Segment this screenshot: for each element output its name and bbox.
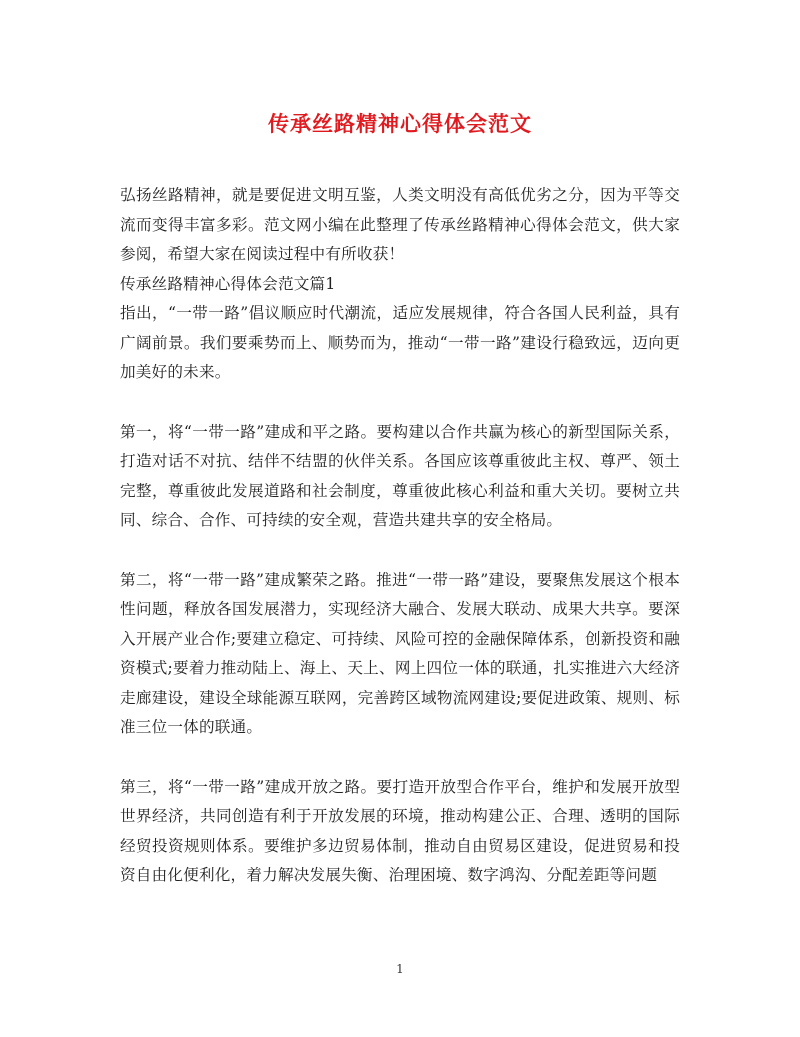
- paragraph-4: 第三，将“一带一路”建成开放之路。要打造开放型合作平台，维护和发展开放型世界经济，共同创造有利于开放发展的环境，推动构建公正、合理、透明的国际经贸投资规则体系。要维护多边贸易体制，推动自由贸易区建设，促进贸易和投资自由化便利化，着力解决发展失衡、治理困境、数字鸿沟、分配差距等问题: [120, 777, 680, 884]
- paragraph-1: 指出，“一带一路”倡议顺应时代潮流，适应发展规律，符合各国人民利益，具有广阔前景。我们要乘势而上、顺势而为，推动“一带一路”建设行稳致远，迈向更加美好的未来。: [120, 304, 680, 381]
- section-heading: 传承丝路精神心得体会范文篇1: [120, 274, 336, 293]
- paragraph-3: 第二，将“一带一路”建成繁荣之路。推进“一带一路”建设，要聚焦发展这个根本性问题，释放各国发展潜力，实现经济大融合、发展大联动、成果大共享。要深入开展产业合作;要建立稳定、可持续、风险可控的金融保障体系，创新投资和融资模式;要着力推动陆上、海上、天上、网上四位一体的联通，扎实推进六大经济走廊建设，建设全球能源互联网，完善跨区域物流网建设;要促进政策、规则、标准三位一体的联通。: [120, 570, 680, 736]
- intro-paragraph: 弘扬丝路精神，就是要促进文明互鉴，人类文明没有高低优劣之分，因为平等交流而变得丰富多彩。范文网小编在此整理了传承丝路精神心得体会范文，供大家参阅，希望大家在阅读过程中有所收获！: [120, 186, 680, 263]
- document-body: [120, 181, 680, 891]
- document-title: 传承丝路精神心得体会范文: [268, 111, 532, 136]
- paragraph-spacer: [120, 536, 680, 566]
- paragraph-spacer: [120, 388, 680, 418]
- page-number: 1: [396, 962, 404, 976]
- paragraph-2: 第一，将“一带一路”建成和平之路。要构建以合作共赢为核心的新型国际关系，打造对话不对抗、结伴不结盟的伙伴关系。各国应该尊重彼此主权、尊严、领土完整，尊重彼此发展道路和社会制度，尊重彼此核心利益和重大关切。要树立共同、综合、合作、可持续的安全观，营造共建共享的安全格局。: [120, 422, 680, 529]
- paragraph-spacer: [120, 743, 680, 773]
